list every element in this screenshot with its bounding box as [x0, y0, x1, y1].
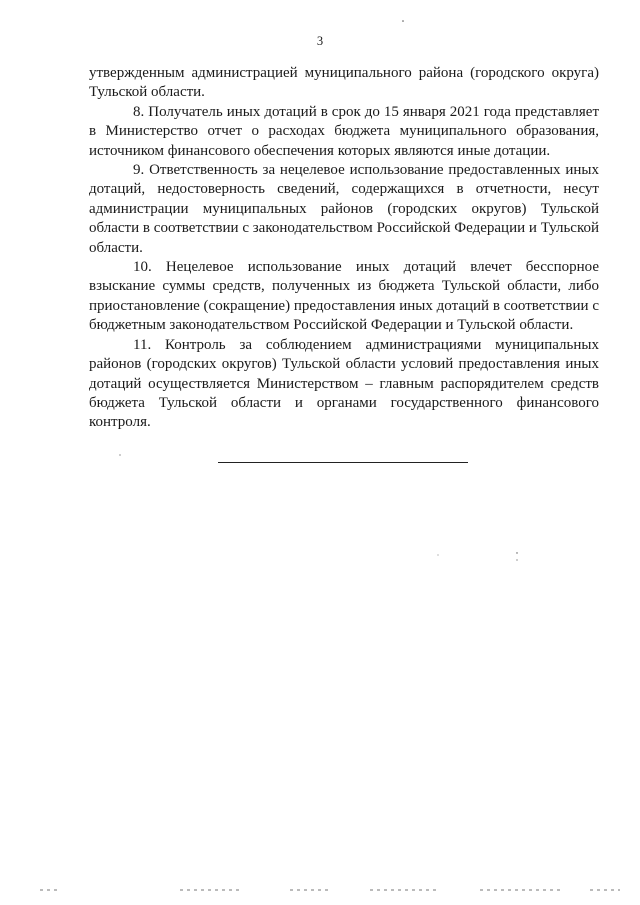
page-number: 3: [316, 34, 324, 48]
paragraph-continuation: утвержденным администрацией муниципального района (городского округа) Тульской области.: [89, 65, 599, 101]
paragraph-item-8: 8. Получатель иных дотаций в срок до 15 января 2021 года представляет в Министерство отчет о расходах бюджета муниципального образования, источником финансового обеспечения которых являются иные дотации.: [89, 103, 599, 159]
document-body: [89, 64, 599, 433]
paragraph-item-11: 11. Контроль за соблюдением администрациями муниципальных районов (городских округов) Тульской области условий предоставления иных дотаций осуществляется Министерством – главным распорядителем средств бюджета Тульской области и органами государственного финансового контроля.: [89, 336, 599, 431]
paragraph-item-10: 10. Нецелевое использование иных дотаций влечет бесспорное взыскание суммы средств, полученных из бюджета Тульской области, либо приостановление (сокращение) предоставления иных дотаций в соответствии с бюджетным законодательством Российской Федерации и Тульской области.: [89, 259, 599, 334]
paragraph-item-9: 9. Ответственность за нецелевое использование предоставленных иных дотаций, недостоверность сведений, содержащихся в отчетности, несут администрации муниципальных районов (городских округов) Тульской области в соответствии с законодательством Российской Федерации и Тульской области.: [89, 162, 599, 256]
end-divider-line: [218, 462, 468, 463]
